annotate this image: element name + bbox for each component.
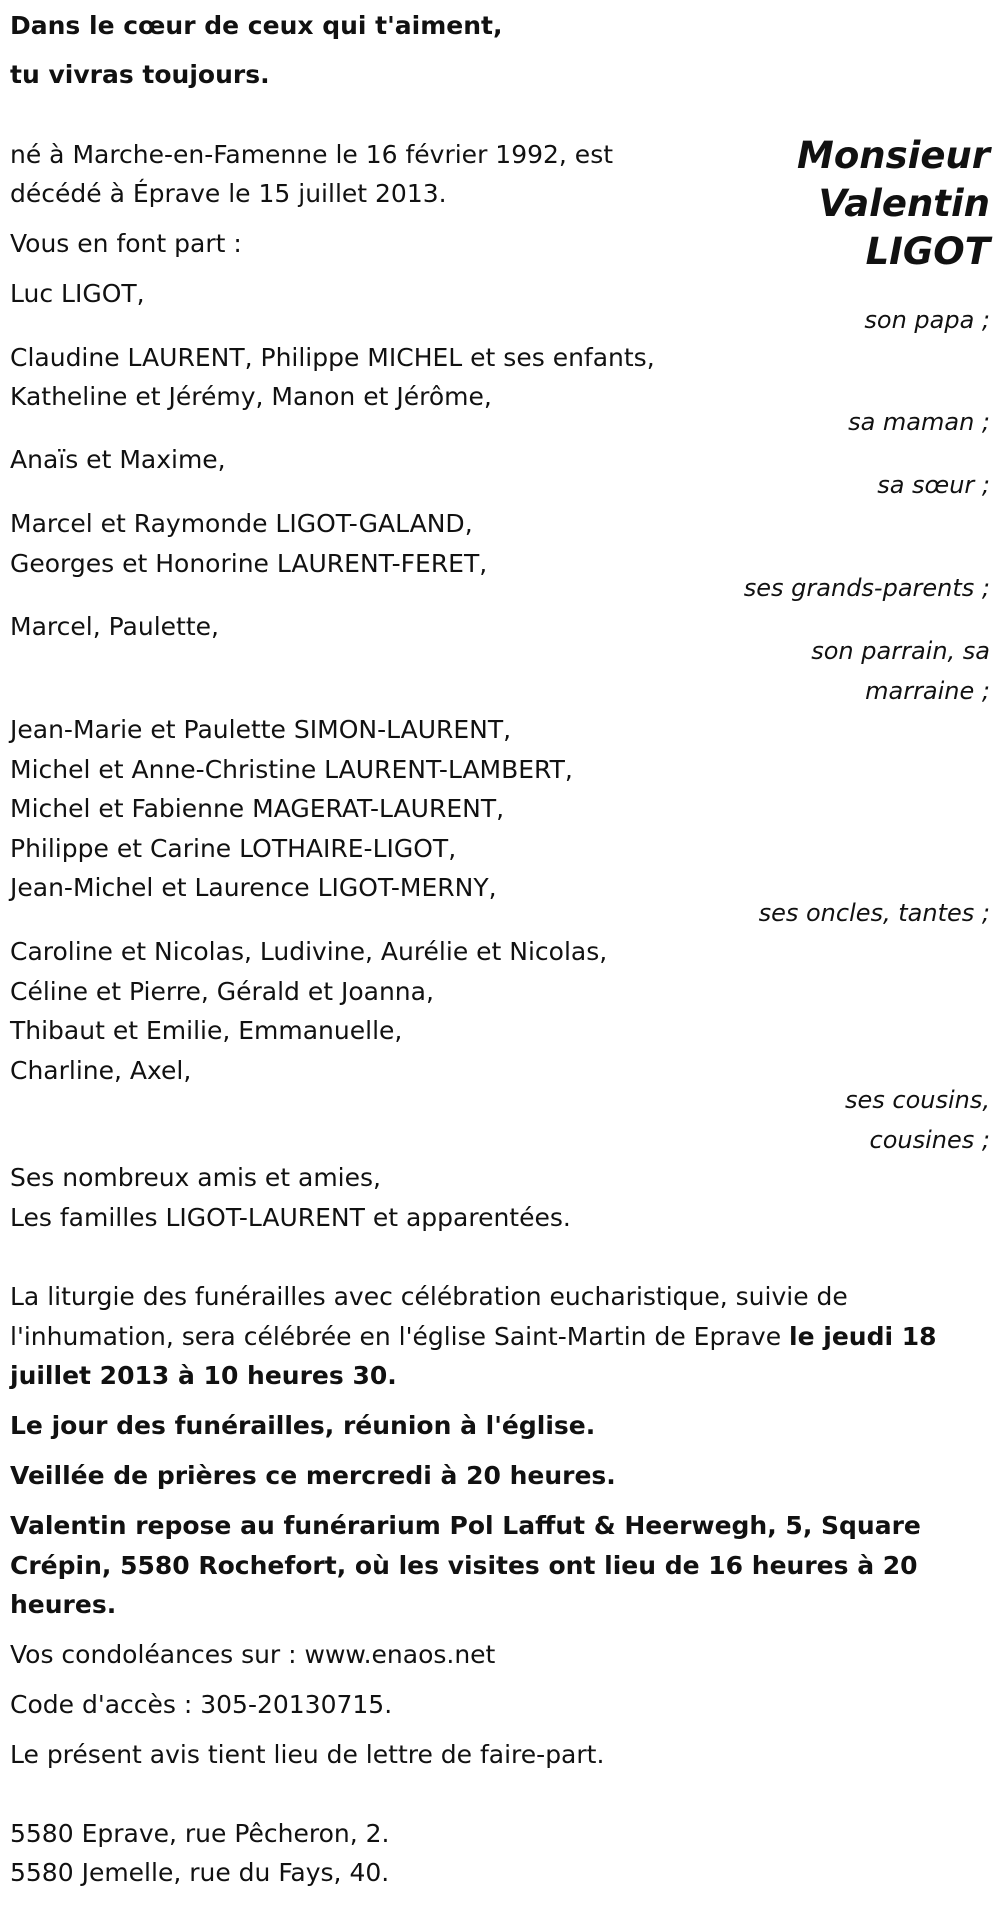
liturgy-time: juillet 2013 à 10 heures 30. [10,1361,397,1390]
deceased-name [690,132,990,276]
condolences-text: Vos condoléances sur : www.enaos.net [10,1640,496,1669]
family-parrain: Marcel, Paulette, [10,612,219,641]
epitaph-line-2: tu vivras toujours. [10,60,270,89]
family-cousins-line-2: Céline et Pierre, Gérald et Joanna, [10,977,434,1006]
family-oncles-line-4: Philippe et Carine LOTHAIRE-LIGOT, [10,834,457,863]
relation-cousins-line-1: ses cousins, [844,1086,990,1114]
vigil-text: Veillée de prières ce mercredi à 20 heures. [10,1461,616,1490]
family-soeur: Anaïs et Maxime, [10,445,226,474]
liturgy-line-2 [10,1317,937,1357]
relation-oncles: ses oncles, tantes ; [758,899,990,927]
notice-text: Le présent avis tient lieu de lettre de faire-part. [10,1740,605,1769]
family-oncles-line-1: Jean-Marie et Paulette SIMON-LAURENT, [10,715,512,744]
intro-line-2: décédé à Éprave le 15 juillet 2013. [10,179,447,208]
relation-papa: son papa ; [864,306,990,334]
epitaph-line-1: Dans le cœur de ceux qui t'aiment, [10,11,503,40]
funerarium-line-3: heures. [10,1590,117,1619]
family-cousins-line-1: Caroline et Nicolas, Ludivine, Aurélie et Nicolas, [10,937,608,966]
address-line-1: 5580 Eprave, rue Pêcheron, 2. [10,1819,390,1848]
family-cousins-line-3: Thibaut et Emilie, Emmanuelle, [10,1016,403,1045]
funerarium-line-2: Crépin, 5580 Rochefort, où les visites ont lieu de 16 heures à 20 [10,1551,918,1580]
family-oncles-line-3: Michel et Fabienne MAGERAT-LAURENT, [10,794,505,823]
access-code-text: Code d'accès : 305-20130715. [10,1690,393,1719]
relation-maman: sa maman ; [848,408,990,436]
intro-line-1: né à Marche-en-Famenne le 16 février 1992, est [10,140,614,169]
name-last: LIGOT [865,230,990,273]
relation-parrain-line-2: marraine ; [865,677,990,705]
name-title: Monsieur [797,134,990,177]
liturgy-line-1: La liturgie des funérailles avec célébration eucharistique, suivie de [10,1282,848,1311]
family-grandparents-line-1: Marcel et Raymonde LIGOT-GALAND, [10,509,473,538]
others-line-1: Ses nombreux amis et amies, [10,1163,381,1192]
name-first: Valentin [818,182,990,225]
meeting-text: Le jour des funérailles, réunion à l'église. [10,1411,596,1440]
liturgy-line-2-text: l'inhumation, sera célébrée en l'église Saint-Martin de Eprave [10,1322,790,1351]
others-line-2: Les familles LIGOT-LAURENT et apparentées. [10,1203,571,1232]
relation-grandparents: ses grands-parents ; [743,574,990,602]
announce-text: Vous en font part : [10,229,242,258]
family-maman-line-1: Claudine LAURENT, Philippe MICHEL et ses enfants, [10,343,655,372]
funerarium-line-1: Valentin repose au funérarium Pol Laffut & Heerwegh, 5, Square [10,1511,921,1540]
family-cousins-line-4: Charline, Axel, [10,1056,192,1085]
relation-soeur: sa sœur ; [877,471,990,499]
relation-parrain-line-1: son parrain, sa [811,637,990,665]
family-grandparents-line-2: Georges et Honorine LAURENT-FERET, [10,549,488,578]
family-papa: Luc LIGOT, [10,279,145,308]
family-oncles-line-5: Jean-Michel et Laurence LIGOT-MERNY, [10,873,497,902]
family-oncles-line-2: Michel et Anne-Christine LAURENT-LAMBERT, [10,755,573,784]
family-maman-line-2: Katheline et Jérémy, Manon et Jérôme, [10,382,492,411]
relation-cousins-line-2: cousines ; [869,1126,990,1154]
address-line-2: 5580 Jemelle, rue du Fays, 40. [10,1858,390,1887]
liturgy-date: le jeudi 18 [789,1322,937,1351]
